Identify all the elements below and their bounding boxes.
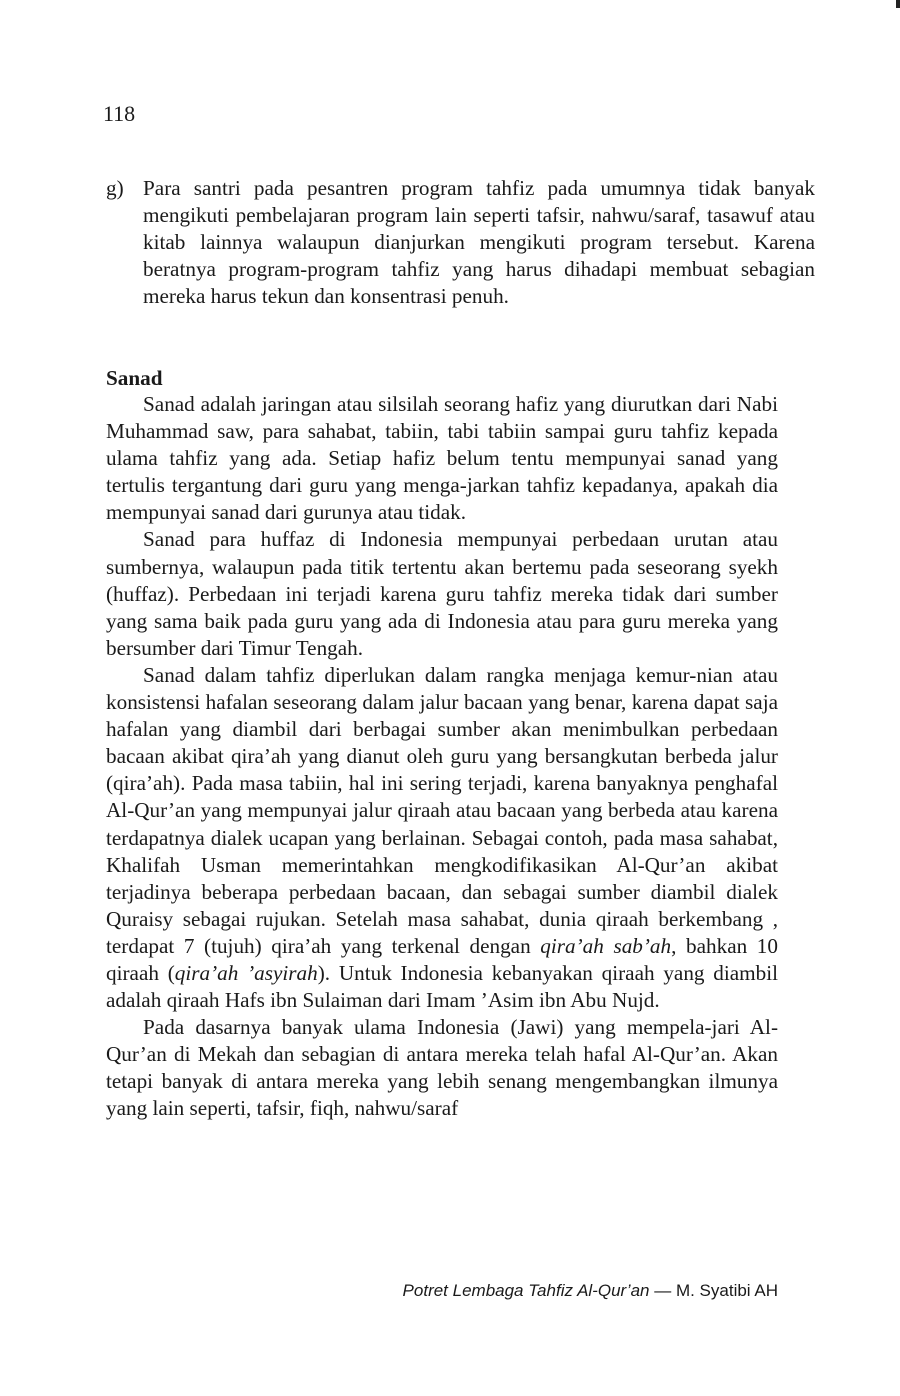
list-marker: g) bbox=[106, 176, 124, 200]
list-item-g bbox=[106, 175, 815, 310]
italic-term-qiraah-asyirah: qira’ah ’asyirah bbox=[174, 960, 318, 985]
paragraph-4: Pada dasarnya banyak ulama Indonesia (Jawi) yang mempela-jari Al-Qur’an di Mekah dan sebagian di antara mereka telah hafal Al-Qur’an. Akan tetapi banyak di antara mereka yang lebih senang mengembangkan ilmunya yang lain seperti, tafsir, fiqh, nahwu/saraf bbox=[106, 1015, 778, 1121]
section-heading: Sanad bbox=[106, 366, 163, 390]
author-name: M. Syatibi AH bbox=[675, 1281, 778, 1300]
paragraph-3 bbox=[106, 662, 778, 1014]
paragraph-2: Sanad para huffaz di Indonesia mempunyai perbedaan urutan atau sumbernya, walaupun pada titik tertentu akan bertemu pada seseorang syekh (huffaz). Perbedaan ini terjadi karena guru tahfiz mereka tidak dari sumber yang sama baik pada guru yang ada di Indonesia atau para guru mereka yang bersumber dari Timur Tengah. bbox=[106, 527, 778, 660]
section-body bbox=[106, 391, 778, 1123]
paragraph-3-text-a: Sanad dalam tahfiz diperlukan dalam rangka menjaga kemur-nian atau konsistensi hafalan seseorang dalam jalur bacaan yang benar, karena dapat saja hafalan yang diambil dari berbagai sumber akan menimbulkan perbedaan bacaan akibat qira’ah yang dianut oleh guru yang bersangkutan berbeda jalur (qira’ah). Pada masa tabiin, hal ini sering terjadi, karena banyaknya penghafal Al-Qur’an yang mempunyai jalur qiraah atau bacaan yang berbeda atau karena terdapatnya dialek ucapan yang berlainan. Sebagai contoh, pada masa sahabat, Khalifah Usman memerintahkan mengkodifikasikan Al-Qur’an akibat terjadinya beberapa perbedaan bacaan, dan sebagai sumber diambil dialek Quraisy sebagai rujukan. Setelah masa sahabat, dunia qiraah berkembang , terdapat 7 (tujuh) qira’ah yang terkenal dengan bbox=[106, 662, 778, 958]
italic-term-qiraah-sabah: qira’ah sab’ah bbox=[540, 933, 672, 958]
page-number: 118 bbox=[103, 101, 136, 126]
footer-separator: — bbox=[649, 1281, 676, 1300]
running-footer bbox=[403, 1280, 778, 1302]
page-edge-mark bbox=[896, 0, 900, 8]
paragraph-1: Sanad adalah jaringan atau silsilah seorang hafiz yang diurutkan dari Nabi Muhammad saw, para sahabat, tabiin, tabi tabiin sampai guru tahfiz kepada ulama tahfiz yang ada. Setiap hafiz belum tentu mempunyai sanad yang tertulis tergantung dari guru yang menga-jarkan tahfiz kepadanya, apakah dia mempunyai sanad dari gurunya atau tidak. bbox=[106, 392, 778, 525]
book-title: Potret Lembaga Tahfiz Al-Qur’an bbox=[402, 1281, 650, 1300]
paragraph-3-text-b: , bahkan 10 qiraah ( bbox=[106, 933, 778, 985]
paragraph-3-text-c: ). Untuk Indonesia kebanyakan qiraah yang diambil adalah qiraah Hafs ibn Sulaiman dari Imam ’Asim ibn Abu Nujd. bbox=[106, 960, 779, 1013]
list-item-text: Para santri pada pesantren program tahfiz pada umumnya tidak banyak mengikuti pembelajaran program lain seperti tafsir, nahwu/saraf, tasawuf atau kitab lainnya walaupun dianjurkan mengikuti program tersebut. Karena beratnya program-program tahfiz yang harus dihadapi membuat sebagian mereka harus tekun dan konsentrasi penuh. bbox=[143, 176, 815, 309]
